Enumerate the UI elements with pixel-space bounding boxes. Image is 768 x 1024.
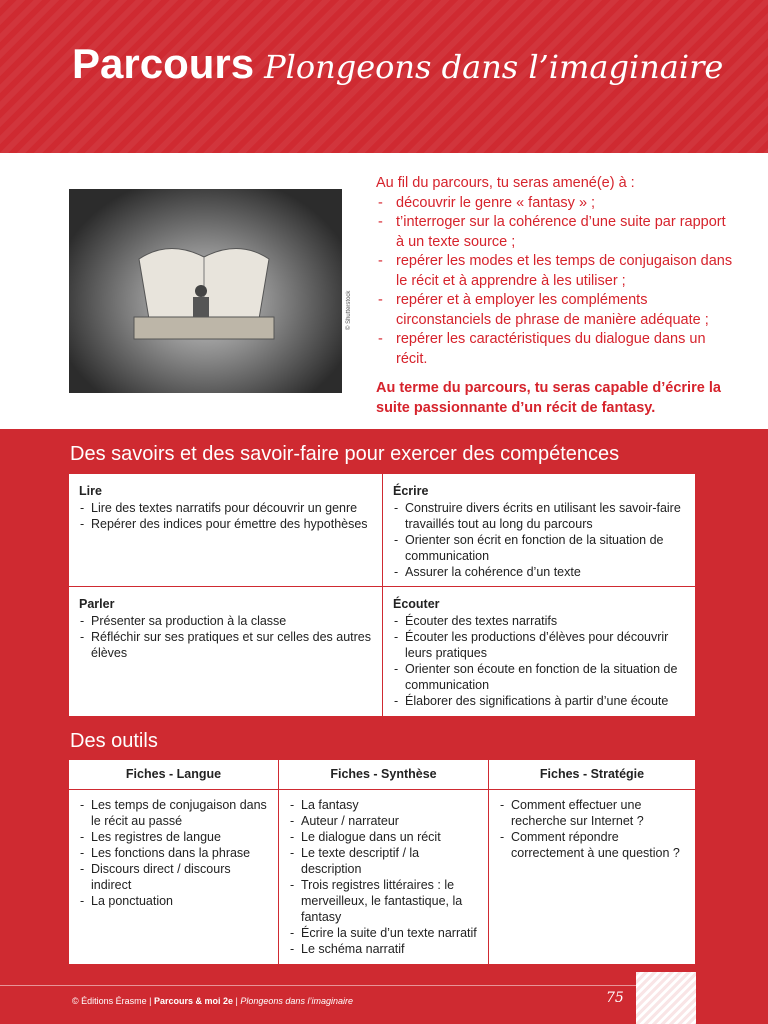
list-item: - Repérer des indices pour émettre des hypothèses <box>79 516 372 532</box>
open-book-illustration <box>129 229 279 349</box>
col-strategie <box>489 760 695 964</box>
cell-ecrire <box>383 474 695 580</box>
page-header <box>0 0 768 153</box>
cell-parler <box>69 587 382 661</box>
col-langue <box>69 760 278 964</box>
list-item: - Élaborer des significations à partir d’une écoute <box>393 693 685 709</box>
title-bold: Parcours <box>72 40 255 87</box>
list-item: - Trois registres littéraires : le merveilleux, le fantastique, la fantasy <box>289 877 480 925</box>
outils-table <box>69 760 695 964</box>
list-item: - Le texte descriptif / la description <box>289 845 480 877</box>
list-item: - Orienter son écoute en fonction de la situation de communication <box>393 661 685 693</box>
list-item: - La fantasy <box>289 797 480 813</box>
list-item: - découvrir le genre « fantasy » ; <box>376 194 736 214</box>
savoirs-table <box>69 474 695 716</box>
list-item: - Écrire la suite d’un texte narratif <box>289 925 480 941</box>
list-item: - Les temps de conjugaison dans le récit au passé <box>79 797 270 829</box>
footer <box>72 996 353 1006</box>
footer-separator: | <box>146 996 155 1006</box>
photo-credit: © Shutterstock <box>346 290 352 330</box>
title-script: Plongeons dans l’imaginaire <box>264 48 724 86</box>
column-header: Fiches - Langue <box>125 767 222 781</box>
col-synthese <box>279 760 488 964</box>
cell-heading: Écrire <box>393 484 429 498</box>
list-item: - repérer les modes et les temps de conjugaison dans le récit et à apprendre à les utiliser ; <box>376 252 736 291</box>
list-item: - Écouter les productions d’élèves pour découvrir leurs pratiques <box>393 629 685 661</box>
objectives-list <box>376 194 736 370</box>
list-item: - Assurer la cohérence d’un texte <box>393 564 685 580</box>
objectives <box>376 174 736 433</box>
outils-title: Des outils <box>70 730 158 752</box>
column-header: Fiches - Stratégie <box>539 767 645 781</box>
cell-ecouter <box>383 587 695 709</box>
footer-chapter: Plongeons dans l’imaginaire <box>240 996 353 1006</box>
list-item: - repérer et à employer les compléments circonstanciels de phrase de manière adéquate ; <box>376 291 736 330</box>
list-item: - La ponctuation <box>79 893 270 909</box>
footer-rule <box>0 985 636 986</box>
footer-publisher: © Éditions Érasme <box>72 996 147 1006</box>
list-item: - Comment effectuer une recherche sur Internet ? <box>499 797 687 829</box>
list-item: - Le dialogue dans un récit <box>289 829 480 845</box>
list-item: - Lire des textes narratifs pour découvrir un genre <box>79 500 372 516</box>
list-item: - t’interroger sur la cohérence d’une suite par rapport à un texte source ; <box>376 213 736 252</box>
list-item: - Auteur / narrateur <box>289 813 480 829</box>
cell-heading: Parler <box>79 597 115 611</box>
list-item: - Présenter sa production à la classe <box>79 613 372 629</box>
list-item: - repérer les caractéristiques du dialogue dans un récit. <box>376 330 736 369</box>
list-item: - Discours direct / discours indirect <box>79 861 270 893</box>
cell-heading: Écouter <box>393 597 440 611</box>
savoirs-title: Des savoirs et des savoir-faire pour exercer des compétences <box>70 443 620 465</box>
page-number: 75 <box>606 990 624 1006</box>
footer-separator: | <box>233 996 241 1006</box>
list-item: - Comment répondre correctement à une question ? <box>499 829 687 861</box>
list-item: - Écouter des textes narratifs <box>393 613 685 629</box>
list-item: - Les registres de langue <box>79 829 270 845</box>
footer-collection: Parcours & moi 2e <box>154 996 234 1006</box>
list-item: - Orienter son écrit en fonction de la situation de communication <box>393 532 685 564</box>
list-item: - Construire divers écrits en utilisant les savoir-faire travaillés tout au long du parcours <box>393 500 685 532</box>
capable-statement: Au terme du parcours, tu seras capable d’écrire la suite passionnante d’un récit de fantasy. <box>376 380 721 416</box>
page-tab <box>636 972 696 1024</box>
page-title <box>72 40 723 88</box>
cell-heading: Lire <box>79 484 102 498</box>
list-item: - Le schéma narratif <box>289 941 480 957</box>
list-item: - Réfléchir sur ses pratiques et sur celles des autres élèves <box>79 629 372 661</box>
list-item: - Les fonctions dans la phrase <box>79 845 270 861</box>
objectives-lead: Au fil du parcours, tu seras amené(e) à : <box>376 175 635 191</box>
book-photo <box>69 189 342 393</box>
cell-lire <box>69 474 382 532</box>
column-header: Fiches - Synthèse <box>330 767 437 781</box>
